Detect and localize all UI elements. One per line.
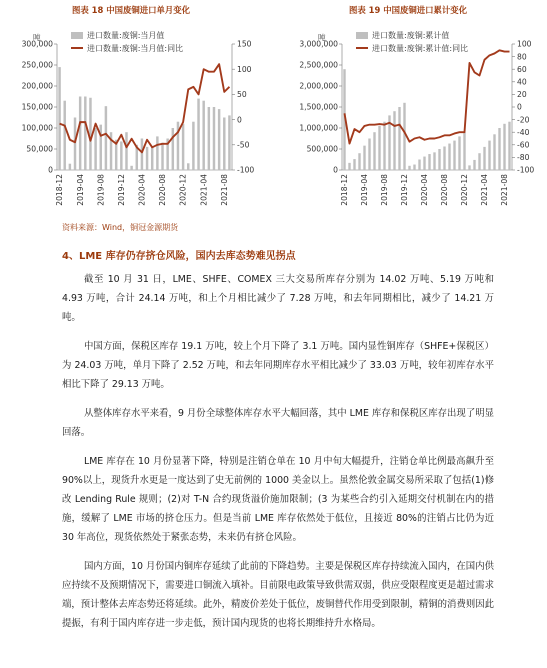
legend-bar-label: 进口数量:废铜:当月值: [87, 31, 165, 40]
bar-2021-02: [473, 160, 475, 170]
legend-line-label: 进口数量:废铜:当月值:同比: [87, 44, 184, 53]
left-tick-label: 250,000: [21, 60, 53, 70]
legend-bar-label: 进口数量:废铜:累计值: [372, 31, 450, 40]
paragraph-4: LME 库存在 10 月份显著下降，特别是注销仓单在 10 月中旬大幅提升，注销仓单比例最高飙升至 90%以上，现货升水更是一度达到了史无前例的 1000 美金以上。虽然伦敦金属交易所采取了包括(1)修改 Lending Rule 规则；(2)对 T-N 合约现货溢价施加限制；(3 为某些合约引入延期交付机制在内的措施，缓解了 LME 市场的挤仓压力。但是当前 LME 库存依然处于低位，且接近 80%的注销占比仍为近 30 年高位，现货依然处于紧张态势，未来仍有挤仓风险。: [62, 456, 494, 543]
bar-2019-02: [69, 164, 71, 170]
bar-2020-07: [156, 136, 158, 170]
bar-2019-03: [74, 118, 76, 171]
source-note: 资料来源：Wind，铜冠金源期货: [62, 223, 179, 232]
bar-2021-06: [213, 107, 215, 170]
bar-2021-04: [202, 101, 204, 170]
bar-2020-09: [448, 144, 450, 170]
legend-bar-swatch: [356, 32, 368, 39]
bar-2019-12: [120, 141, 122, 170]
x-tick-label: 2019-12: [400, 174, 410, 206]
left-tick-label: 1,500,000: [299, 102, 338, 112]
bar-2019-12: [403, 103, 405, 170]
left-tick-label: 500,000: [306, 144, 338, 154]
paragraph-2: 中国方面，保税区库存 19.1 万吨，较上个月下降了 3.1 万吨。国内显性铜库存（SHFE+保税区）为 24.03 万吨，单月下降了 2.52 万吨，和去年同期库存水平相比减少了 33.03 万吨，较年初库存水平相比下降了 29.13 万吨。: [62, 341, 494, 390]
bar-2019-04: [363, 146, 365, 170]
bar-2019-04: [79, 97, 81, 171]
x-tick-label: 2021-08: [500, 174, 510, 206]
right-tick-label: 50: [237, 90, 247, 100]
bar-2021-07: [498, 128, 500, 170]
right-tick-label: -60: [517, 140, 530, 150]
bar-2019-01: [348, 163, 350, 170]
bar-2020-08: [443, 146, 445, 170]
x-tick-label: 2020-12: [178, 174, 188, 206]
x-tick-label: 2019-12: [116, 174, 126, 206]
bar-2021-09: [228, 115, 230, 170]
paragraph-1: 截至 10 月 31 日，LME、SHFE、COMEX 三大交易所库存分别为 14.02 万吨、5.19 万吨和 4.93 万吨，合计 24.14 万吨，和上个月相比减少了 7.28 万吨，和去年同期相比，减少了 14.21 万吨。: [62, 274, 494, 323]
bar-2020-06: [433, 152, 435, 170]
bar-2019-02: [353, 159, 355, 170]
right-tick-label: -100: [237, 165, 255, 175]
bar-2020-11: [458, 136, 460, 170]
chart-19-cumulative-scrap-copper: [276, 16, 547, 216]
x-tick-label: 2020-04: [420, 174, 430, 206]
left-axis-unit: 吨: [33, 33, 41, 42]
bar-2020-04: [141, 139, 143, 171]
bar-2021-08: [503, 124, 505, 170]
chart-19-title: 图表 19 中国废铜进口累计变化: [349, 5, 467, 15]
chart-18-title: 图表 18 中国废铜进口单月变化: [72, 5, 190, 15]
bar-2020-12: [182, 124, 184, 170]
body-text: [62, 270, 494, 643]
right-tick-label: 40: [517, 77, 527, 87]
bar-2020-02: [130, 166, 132, 170]
left-tick-label: 300,000: [21, 39, 53, 49]
bar-2019-03: [358, 153, 360, 170]
x-tick-label: 2019-08: [380, 174, 390, 206]
right-tick-label: 100: [237, 64, 252, 74]
x-tick-label: 2020-12: [460, 174, 470, 206]
right-tick-label: -80: [517, 153, 530, 163]
paragraph-3: 从整体库存水平来看，9 月份全球整体库存水平大幅回落，其中 LME 库存和保税区库存出现了明显回落。: [62, 408, 494, 438]
right-tick-label: -40: [517, 127, 530, 137]
bar-2021-07: [218, 109, 220, 170]
left-tick-label: 3,000,000: [299, 39, 338, 49]
right-tick-label: -100: [517, 165, 535, 175]
x-tick-label: 2018-12: [55, 174, 65, 206]
x-tick-label: 2020-08: [158, 174, 168, 206]
x-tick-label: 2019-04: [75, 174, 85, 206]
bar-2021-06: [493, 134, 495, 170]
bar-2019-10: [393, 111, 395, 170]
bar-2020-10: [172, 128, 174, 170]
left-tick-label: 1,000,000: [299, 123, 338, 133]
x-tick-label: 2020-08: [440, 174, 450, 206]
bar-2021-05: [208, 107, 210, 170]
bar-2021-02: [192, 122, 194, 170]
bar-2020-10: [453, 141, 455, 170]
x-tick-label: 2021-04: [480, 174, 490, 206]
bar-2020-06: [151, 147, 153, 170]
right-tick-label: -50: [237, 140, 250, 150]
right-tick-label: 0: [517, 102, 522, 112]
yoy-line: [345, 50, 510, 143]
left-axis-unit: 吨: [318, 33, 326, 42]
bar-2019-01: [63, 101, 65, 170]
bar-2019-05: [368, 139, 370, 171]
legend-bar-swatch: [71, 32, 83, 39]
bar-2021-01: [468, 165, 470, 170]
bar-2020-08: [161, 143, 163, 170]
bar-2019-05: [84, 97, 86, 171]
bar-2019-07: [378, 126, 380, 170]
bar-2019-06: [89, 98, 91, 170]
x-tick-label: 2019-04: [360, 174, 370, 206]
left-tick-label: 0: [48, 165, 53, 175]
bar-2020-04: [423, 157, 425, 170]
bar-2020-03: [418, 160, 420, 171]
bar-2020-07: [438, 149, 440, 170]
bar-2019-06: [373, 132, 375, 170]
bar-2020-12: [463, 132, 465, 170]
x-tick-label: 2021-08: [219, 173, 229, 206]
legend-line-label: 进口数量:废铜:累计值:同比: [372, 44, 469, 53]
right-tick-label: 0: [237, 115, 242, 125]
left-tick-label: 200,000: [21, 81, 53, 91]
left-tick-label: 2,500,000: [299, 60, 338, 70]
right-tick-label: 80: [517, 52, 527, 62]
section-heading: 4、LME 库存仍存挤仓风险，国内去库态势难见拐点: [62, 251, 296, 262]
bar-2020-01: [125, 132, 127, 170]
bar-2021-09: [508, 122, 510, 170]
bar-2019-09: [105, 106, 107, 170]
x-tick-label: 2018-12: [340, 174, 350, 206]
right-tick-label: 100: [517, 39, 532, 49]
right-tick-label: 150: [237, 39, 252, 49]
bar-2020-02: [413, 165, 415, 170]
left-tick-label: 150,000: [21, 102, 53, 112]
bar-2021-03: [478, 153, 480, 170]
bar-2018-12: [58, 67, 60, 170]
bar-2021-03: [197, 99, 199, 170]
x-tick-label: 2020-04: [137, 174, 147, 206]
left-tick-label: 2,000,000: [299, 81, 338, 91]
left-tick-label: 50,000: [26, 144, 53, 154]
bar-2019-11: [398, 107, 400, 170]
bar-2019-07: [94, 128, 96, 170]
bar-2021-01: [187, 163, 189, 170]
bar-2020-01: [408, 166, 410, 170]
bar-2019-08: [383, 122, 385, 170]
bar-2021-05: [488, 141, 490, 170]
paragraph-5: 国内方面，10 月份国内铜库存延续了此前的下降趋势。主要是保税区库存持续流入国内，在国内供应持续不及预期情况下，需要进口铜流入填补。目前限电政策导致供需双弱，供应受限程度更是超过需求端，预计整体去库态势还将延续。此外，精废价差处于低位，废铜替代作用受到限制，精铜的消费则因此提振，有利于国内库存进一步走低，预计国内现货的也将长期维持升水格局。: [62, 561, 494, 629]
x-tick-label: 2021-04: [199, 174, 209, 206]
left-tick-label: 0: [333, 165, 338, 175]
left-tick-label: 100,000: [21, 123, 53, 133]
right-tick-label: 60: [517, 64, 527, 74]
chart-18-monthly-scrap-copper: [0, 16, 270, 216]
bar-2020-05: [146, 147, 148, 170]
x-tick-label: 2019-08: [96, 174, 106, 206]
bar-2020-05: [428, 154, 430, 170]
bar-2021-04: [483, 147, 485, 170]
right-tick-label: 20: [517, 90, 527, 100]
bar-2021-08: [223, 118, 225, 171]
right-tick-label: -20: [517, 115, 530, 125]
